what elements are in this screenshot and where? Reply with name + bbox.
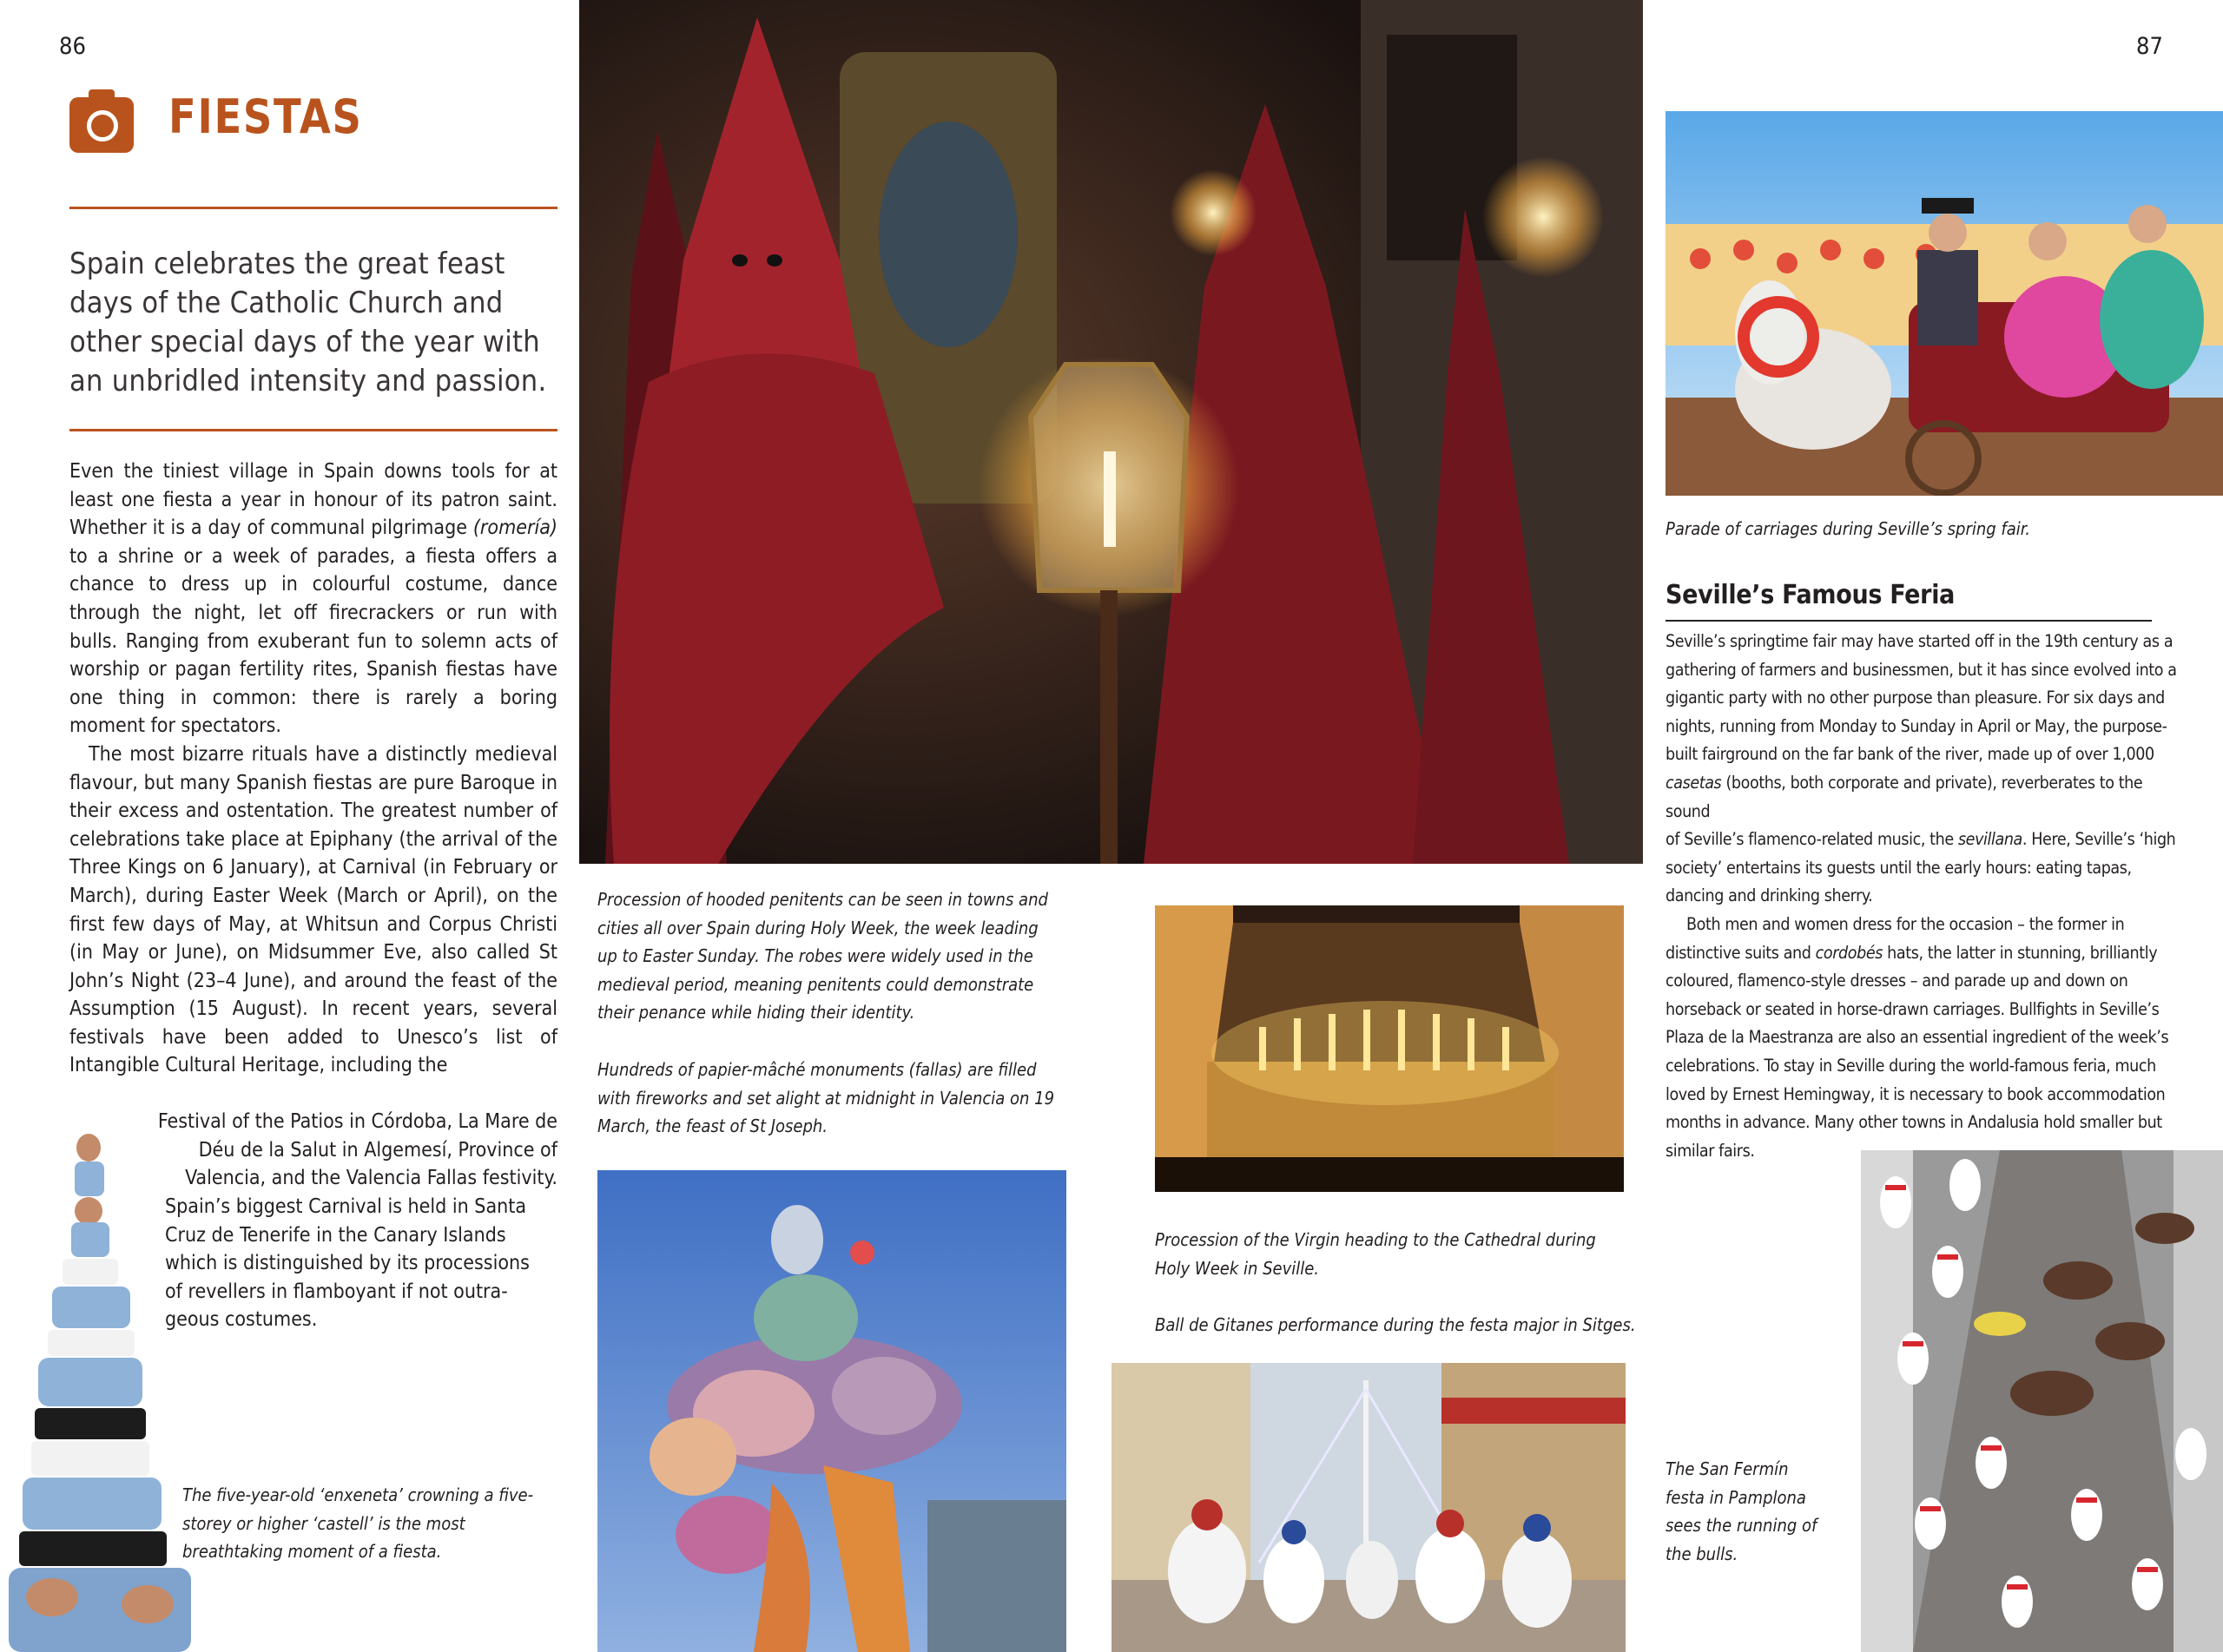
sidebar-divider xyxy=(1666,620,2152,622)
page-number-left: 86 xyxy=(59,33,86,60)
body-text: Even the tiniest village in Spain downs tools for at least one fiesta a year in honour of its patron saint. Whether it is a day of communal pilgrimage (romería) to a shrine or a week of parades, a fiesta offers a chance to dress up in colourful costume, dance through the night, let off firecrackers or run with bulls. Ranging from exuberant fun to solemn acts of worship or pagan fertility rites, Spanish fiestas have one thing in common: there is rarely a boring moment for spectators. The most bizarre rituals have a distinctly medieval flavour, but many Spanish fiestas are pure Baroque in their excess and ostentation. The greatest number of celebrations take place at Epiphany (the arrival of the Three Kings on 6 January), at Carnival (in February or March), during Easter Week (March or April), on the first few days of May, at Whitsun and Corpus Christi (in May or June), on Midsummer Eve, also called St John’s Night (23–4 June), and around the feast of the Assumption (15 August). In recent years, several festivals have been added to Unesco’s list of Intangible Cultural Heritage, including the xyxy=(69,460,557,1077)
caption-virgin: Procession of the Virgin heading to the Cathedral during Holy Week in Seville. xyxy=(1155,1229,1596,1279)
sidebar-text: Seville’s springtime fair may have started off in the 19th century as a gathering of farmers and businessmen, but it has since evolved into a gigantic party with no other purpose than pleasure. For six days and nights, running from Monday to Sunday in April or May, the purpose- built fairground on the far bank of the river, made up of over 1,000 casetas (booths, both corporate and private), reverberates to the sound of Seville’s flamenco-related music, the sevillana. Here, Seville’s ‘high society’ entertains its guests until the early hours: eating tapas, dancing and drinking sherry. Both men and women dress for the occasion – the former in distinctive suits and cordobés hats, the latter in stunning, brilliantly coloured, flamenco-style dresses – and parade up and down on horseback or seated in horse-drawn carriages. Bullfights in Seville’s Plaza de la Maestranza are also an essential ingredient of the week’s celebrations. To stay in Seville during the world-famous feria, much loved by Ernest Hemingway, it is necessary to book accommodation months in advance. Many other towns in Andalusia hold smaller but similar fairs. xyxy=(1666,631,2177,1161)
caption-san-fermin: The San Fermín festa in Pamplona sees the running of the bulls. xyxy=(1666,1458,1817,1564)
section-title: FIESTAS xyxy=(168,89,363,144)
caption-penitents: Procession of hooded penitents can be seen in towns and cities all over Spain during Holy Week, the week leading up to Easter Sunday. The robes were widely used in the medieval period, meaning penitents could demonstrate their penance while hiding their identity. xyxy=(597,889,1048,1023)
san-fermin-photo xyxy=(1861,1150,2223,1652)
caption-gitanes: Ball de Gitanes performance during the festa major in Sitges. xyxy=(1155,1314,1636,1335)
carriages-photo xyxy=(1666,111,2223,496)
caption-castell: The five-year-old ‘enxeneta’ crowning a five- storey or higher ‘castell’ is the most breathtaking moment of a fiesta. xyxy=(182,1484,534,1563)
body-text-wrap-2: Spain’s biggest Carnival is held in Santa Cruz de Tenerife in the Canary Islands which is distinguished by its processions of revellers in flamboyant if not outra- geous costumes. xyxy=(165,1195,530,1332)
caption-carriages: Parade of carriages during Seville’s spring fair. xyxy=(1666,518,2031,539)
divider xyxy=(69,207,557,209)
divider xyxy=(69,429,557,431)
camera-icon xyxy=(69,97,134,153)
caption-fallas: Hundreds of papier-mâché monuments (fallas) are filled with fireworks and set alight at midnight in Valencia on 19 March, the feast of St Joseph. xyxy=(597,1059,1055,1137)
human-tower-photo xyxy=(0,1129,321,1652)
page-number-right: 87 xyxy=(2136,33,2163,60)
virgin-procession-photo xyxy=(1155,905,1624,1192)
gitanes-photo xyxy=(1112,1363,1626,1652)
fallas-photo xyxy=(597,1170,1066,1652)
intro-text: Spain celebrates the great feast days of the Catholic Church and other special days of the year with an unbridled intensity and passion. xyxy=(69,247,547,398)
body-text-wrap: Festival of the Patios in Córdoba, La Mare de Déu de la Salut in Algemesí, Province of Valencia, and the Valencia Fallas festivity. xyxy=(157,1110,557,1190)
penitents-photo xyxy=(579,0,1643,864)
sidebar-title: Seville’s Famous Feria xyxy=(1666,580,1956,610)
